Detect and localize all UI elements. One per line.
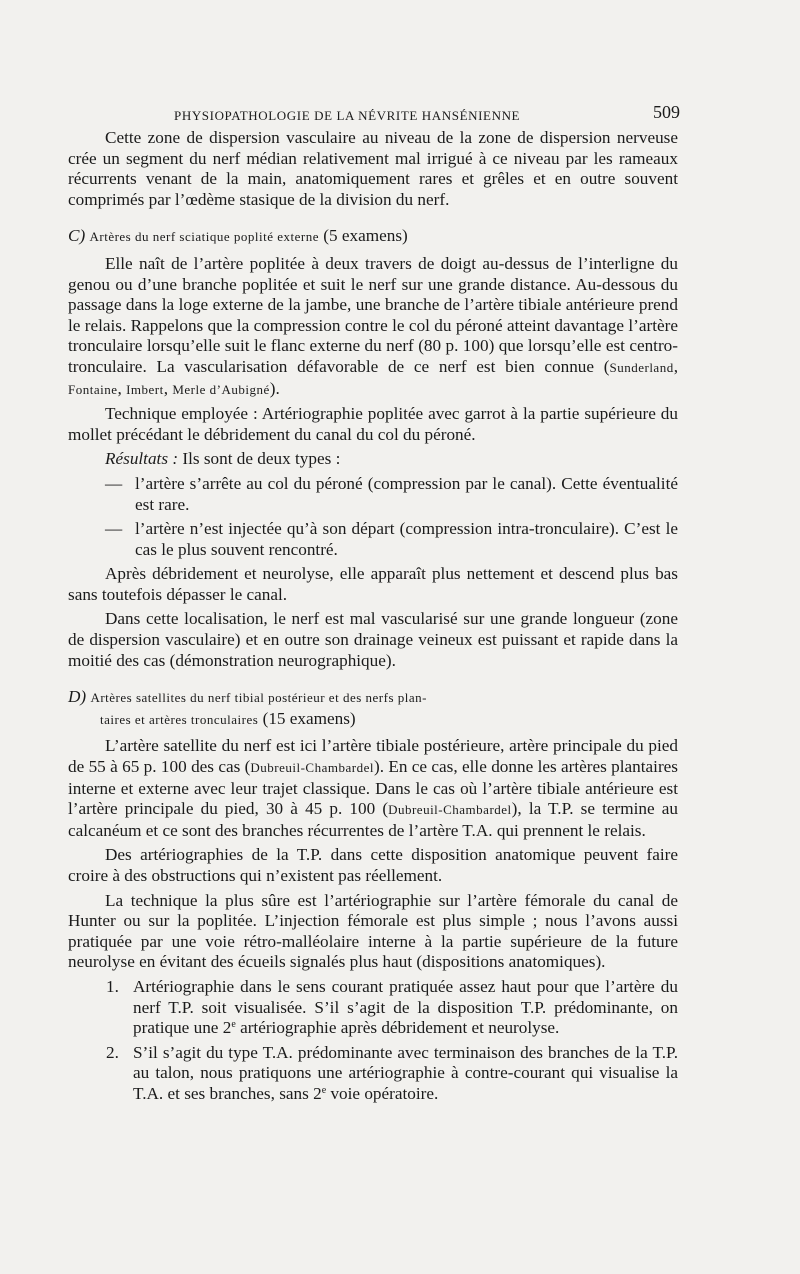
numbered-item <box>68 977 678 1039</box>
author-imbert: Imbert <box>126 381 164 397</box>
list-item <box>68 519 678 560</box>
section-c-count: (5 examens) <box>323 226 408 246</box>
author-dubreuil-chambardel: Dubreuil-Chambardel <box>388 802 512 818</box>
section-d-letter: D) <box>68 687 87 707</box>
dash-bullet: — <box>105 519 123 539</box>
numbered-item <box>68 1043 678 1105</box>
author-merle-daubigne: Merle d’Aubigné <box>172 381 270 397</box>
section-d-heading <box>68 687 678 730</box>
intro-paragraph: Cette zone de dispersion vasculaire au niveau de la zone de dispersion nerveuse crée un segment du nerf médian relativement mal irrigué à ce niveau par les rameaux récurrents venant de la main, anatomiquement rares et grêles et en outre souvent comprimés par l’œdème stasique de la division du nerf. <box>68 128 678 209</box>
after-debridement-paragraph: Après débridement et neurolyse, elle apparaît plus nettement et descend plus bas sans toutefois dépasser le canal. <box>68 564 678 604</box>
localisation-paragraph: Dans cette localisation, le nerf est mal vascularisé sur une grande longueur (zone de dispersion vasculaire) et en outre son drainage veineux est puissant et rapide dans la moitié des cas (démonstration neurographique). <box>68 609 678 670</box>
list-item-text: l’artère s’arrête au col du péroné (compression par le canal). Cette éventualité est rare. <box>135 473 678 514</box>
numbered-item-text: S’il s’agit du type T.A. prédominante avec terminaison des branches de la T.P. au talon, nous pratiquons une artériographie à contre-courant qui visualise la T.A. et ses branches, sans 2e voie opératoire. <box>133 1042 678 1103</box>
page-number: 509 <box>653 102 680 122</box>
section-d-title-line-1: Artères satellites du nerf tibial postérieur et des nerfs plan- <box>90 690 427 706</box>
section-d-paragraph-1: L’artère satellite du nerf est ici l’artère tibiale postérieure, artère principale du pied de 55 à 65 p. 100 des cas (Dubreuil-Chambardel). En ce cas, elle donne les artères plantaires interne et externe avec leur trajet classique. Dans le cas où l’artère tibiale antérieure est l’artère principale du pied, 30 à 45 p. 100 (Dubreuil-Chambardel), la T.P. se termine au calcanéum et ce sont des branches récurrentes de l’artère T.A. qui prennent le relais. <box>68 736 678 840</box>
running-title: PHYSIOPATHOLOGIE DE LA NÉVRITE HANSÉNIENNE <box>174 108 521 123</box>
section-d-paragraph-3: La technique la plus sûre est l’artériographie sur l’artère fémorale du canal de Hunter ou sur la poplitée. L’injection fémorale est plus simple ; nous l’avons aussi pratiquée par une voie rétro-malléolaire interne à la partie supérieure de la future neurolyse en évitant des écueils signalés plus haut (dispositions anatomiques). <box>68 890 678 972</box>
section-d-paragraph-2: Des artériographies de la T.P. dans cette disposition anatomique peuvent faire croire à des obstructions qui n’existent pas réellement. <box>68 845 678 885</box>
list-item <box>68 474 678 515</box>
page-header <box>68 100 678 128</box>
author-sunderland: Sunderland <box>609 359 674 375</box>
section-d-count: (15 examens) <box>262 708 356 728</box>
list-item-text: l’artère n’est injectée qu’à son départ (compression intra-tronculaire). C’est le cas le plus souvent rencontré. <box>135 519 678 559</box>
section-c-letter: C) <box>68 226 86 246</box>
technique-paragraph: Technique employée : Artériographie poplitée avec garrot à la partie supérieure du mollet précédant le débridement du canal du col du péroné. <box>68 404 678 444</box>
numbered-item-text: Artériographie dans le sens courant pratiquée assez haut pour que l’artère du nerf T.P. soit visualisée. S’il s’agit de la disposition T.P. prédominante, on pratique une 2e artériographie après débridement et neurolyse. <box>133 976 678 1038</box>
item-number: 1. <box>106 976 119 996</box>
section-c-heading <box>68 226 678 248</box>
author-fontaine: Fontaine <box>68 381 118 397</box>
item-number: 2. <box>106 1042 119 1062</box>
results-label: Résultats : <box>105 449 179 469</box>
dash-bullet: — <box>105 473 123 493</box>
author-dubreuil-chambardel: Dubreuil-Chambardel <box>250 760 374 776</box>
section-d-title-line-2: taires et artères tronculaires <box>100 711 259 727</box>
section-c-paragraph-1: Elle naît de l’artère poplitée à deux travers de doigt au-dessus de l’interligne du genou ou d’une branche poplitée et suit le nerf sur une grande distance. Au-dessous du passage dans la loge externe de la jambe, une branche de l’artère tibiale antérieure prend le relais. Rappelons que la compression contre le col du péroné atteint davantage l’artère tronculaire lorsqu’elle suit le flanc externe du nerf (80 p. 100) que lorsqu’elle est centro-tronculaire. La vascularisation défavorable de ce nerf est bien connue (Sunderland, Fontaine, Imbert, Merle d’Aubigné). <box>68 253 678 398</box>
results-paragraph: Résultats : Ils sont de deux types : <box>105 449 341 469</box>
section-c-title: Artères du nerf sciatique poplité externe <box>89 229 319 245</box>
